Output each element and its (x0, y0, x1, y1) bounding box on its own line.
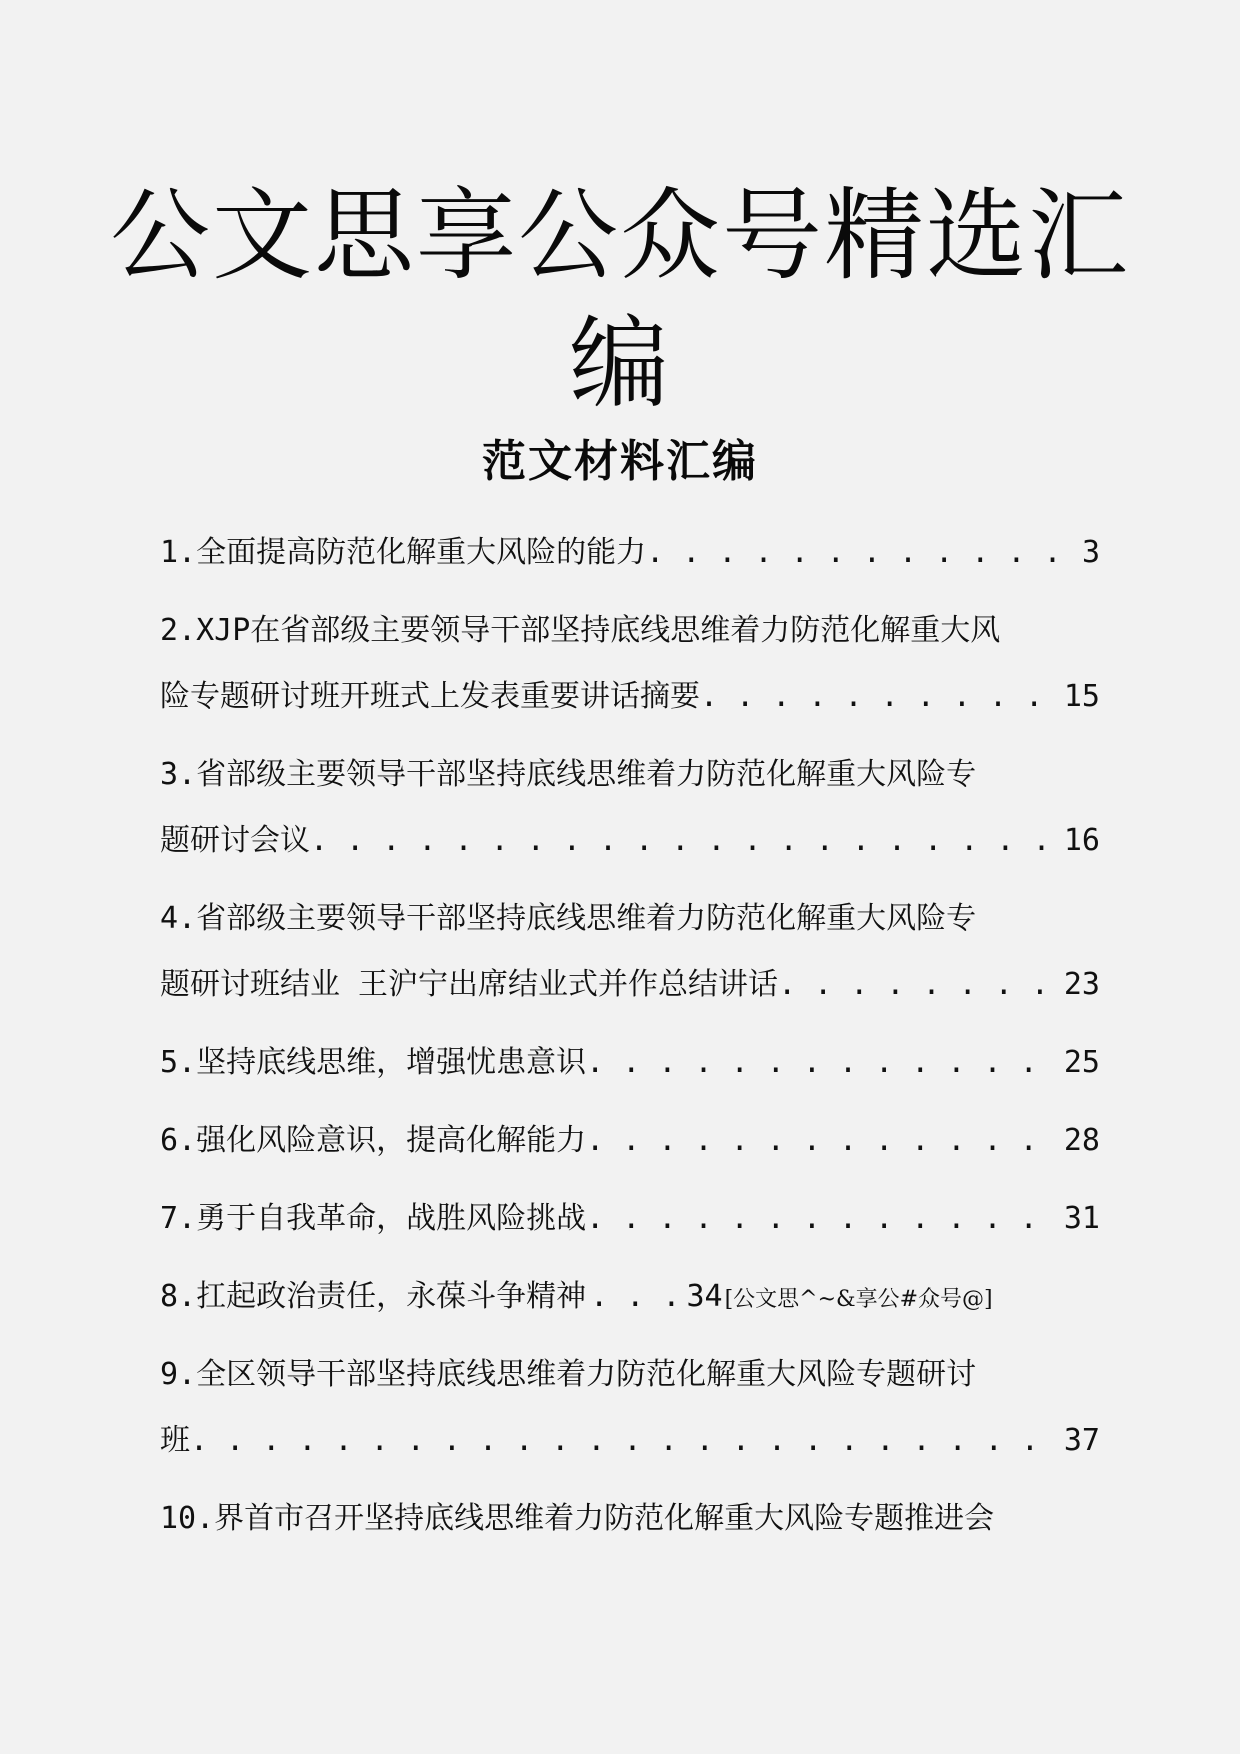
toc-item[interactable] (160, 1264, 1100, 1330)
table-of-contents (160, 520, 1100, 1564)
toc-item-title-cont: 险专题研讨班开班式上发表重要讲话摘要 (160, 679, 700, 714)
toc-item[interactable] (160, 1486, 1100, 1552)
toc-page-number: 3 (1081, 535, 1100, 570)
toc-leader-dots: . . . (590, 1279, 681, 1314)
toc-leader-dots (310, 808, 1058, 874)
toc-line (160, 886, 1100, 952)
toc-line (160, 1030, 1100, 1096)
toc-leader-dots (700, 664, 1058, 730)
toc-leader-dots (646, 520, 1076, 586)
toc-line (160, 520, 1100, 586)
toc-item[interactable] (160, 1108, 1100, 1174)
toc-item-title: 8.扛起政治责任，永葆斗争精神 (160, 1279, 587, 1314)
document-title (0, 172, 1240, 428)
document-title-line-2: 编 (569, 305, 671, 422)
toc-line (160, 1186, 1100, 1252)
toc-leader-dots (778, 952, 1058, 1018)
document-title-line-1: 公文思享公众号精选汇 (110, 177, 1130, 294)
toc-line (160, 1408, 1100, 1474)
toc-line (160, 742, 1100, 808)
toc-item[interactable] (160, 886, 1100, 1018)
toc-item-title: 2.XJP在省部级主要领导干部坚持底线思维着力防范化解重大风 (160, 613, 1001, 648)
toc-item[interactable] (160, 1186, 1100, 1252)
toc-leader-dots (586, 1108, 1058, 1174)
toc-page-number: 31 (1063, 1201, 1100, 1236)
document-subtitle: 范文材料汇编 (482, 436, 758, 487)
toc-item-title: 10.界首市召开坚持底线思维着力防范化解重大风险专题推进会 (160, 1501, 995, 1536)
toc-page-number: 34 (686, 1279, 723, 1314)
toc-item-title: 1.全面提高防范化解重大风险的能力 (160, 535, 647, 570)
toc-item-title: 6.强化风险意识，提高化解能力 (160, 1123, 587, 1158)
toc-line (160, 1108, 1100, 1174)
toc-page-number: 23 (1063, 967, 1100, 1002)
toc-item-title: 7.勇于自我革命，战胜风险挑战 (160, 1201, 587, 1236)
toc-item-title: 4.省部级主要领导干部坚持底线思维着力防范化解重大风险专 (160, 901, 977, 936)
toc-line (160, 1342, 1100, 1408)
watermark-text: [公文思^~&享公#众号@] (724, 1287, 993, 1312)
toc-leader-dots (586, 1030, 1058, 1096)
toc-line (160, 1486, 1100, 1552)
toc-leader-dots (586, 1186, 1058, 1252)
toc-item[interactable] (160, 742, 1100, 874)
toc-item-title-cont: 题研讨班结业 王沪宁出席结业式并作总结讲话 (160, 967, 779, 1002)
toc-page-number: 28 (1063, 1123, 1100, 1158)
toc-item-title: 9.全区领导干部坚持底线思维着力防范化解重大风险专题研讨 (160, 1357, 977, 1392)
toc-leader-dots (190, 1408, 1058, 1474)
toc-page-number: 15 (1063, 679, 1100, 714)
toc-item-title: 5.坚持底线思维，增强忧患意识 (160, 1045, 587, 1080)
toc-item[interactable] (160, 1342, 1100, 1474)
toc-line (160, 808, 1100, 874)
toc-page-number: 16 (1063, 823, 1100, 858)
toc-page-number: 37 (1063, 1423, 1100, 1458)
toc-item[interactable] (160, 1030, 1100, 1096)
toc-line (160, 664, 1100, 730)
toc-item[interactable] (160, 520, 1100, 586)
toc-item-title: 3.省部级主要领导干部坚持底线思维着力防范化解重大风险专 (160, 757, 977, 792)
toc-item[interactable] (160, 598, 1100, 730)
toc-item-title-cont: 班 (160, 1423, 190, 1458)
toc-line (160, 952, 1100, 1018)
toc-line (160, 1264, 1100, 1330)
toc-item-title-cont: 题研讨会议 (160, 823, 310, 858)
toc-line (160, 598, 1100, 664)
toc-page-number: 25 (1063, 1045, 1100, 1080)
